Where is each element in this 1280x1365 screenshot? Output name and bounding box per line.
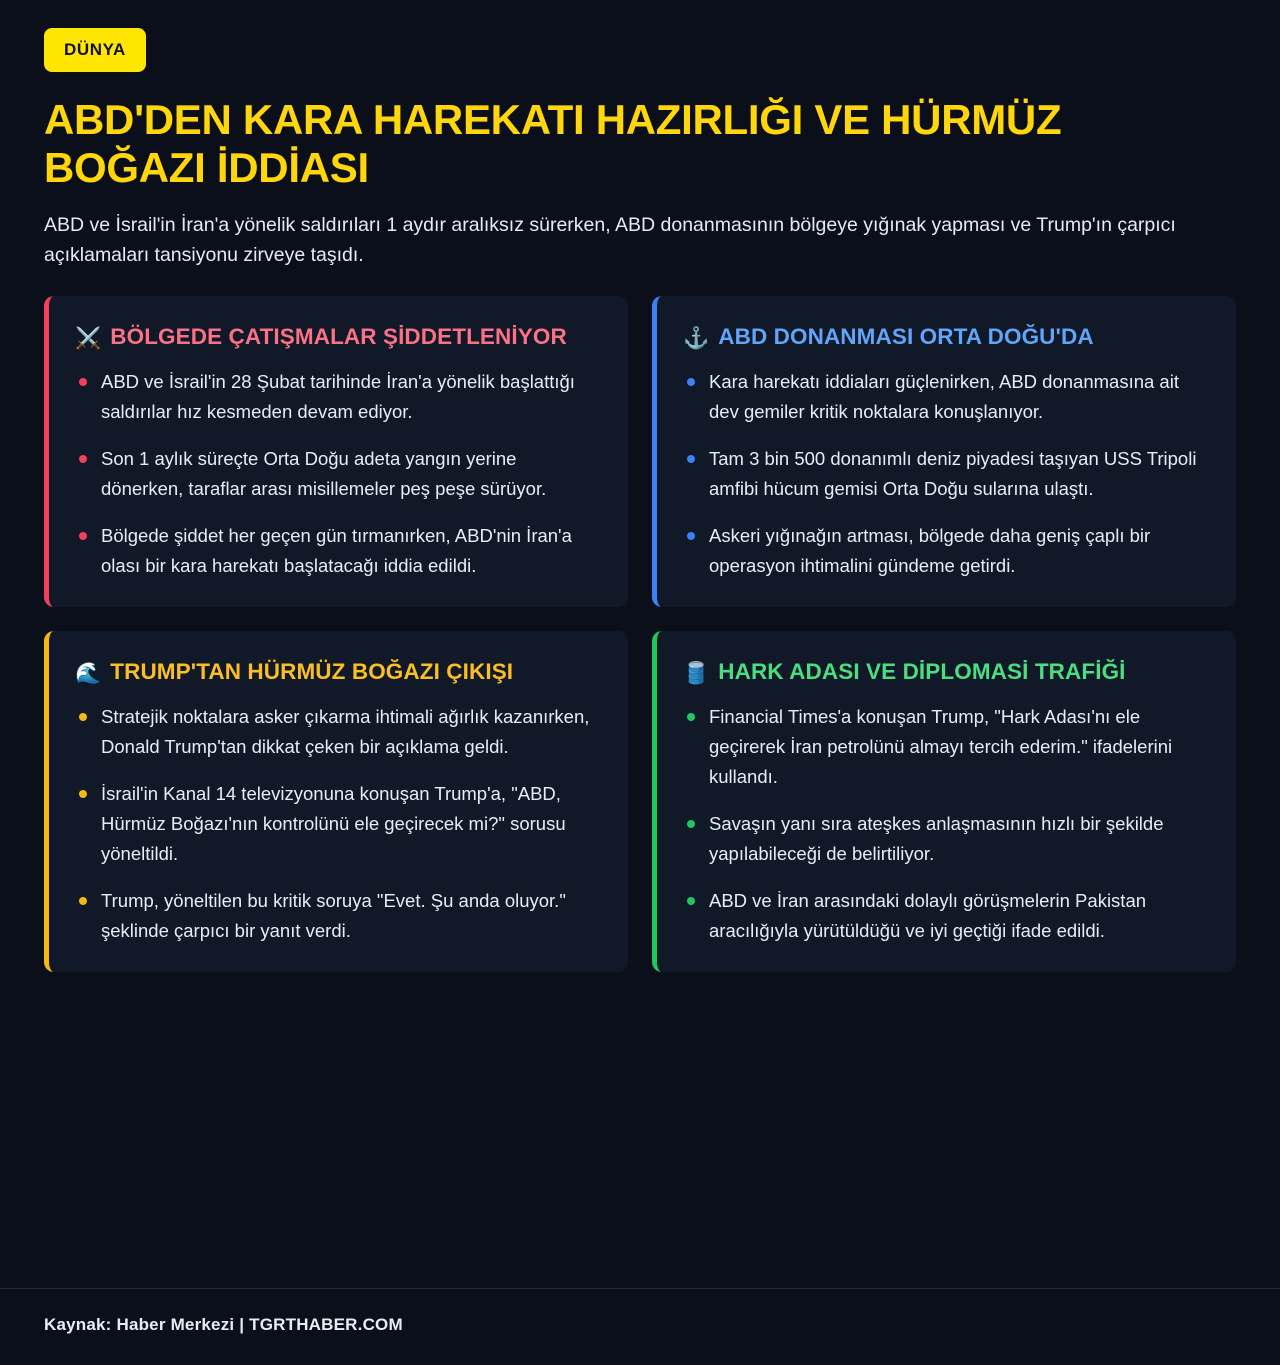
footer [0,1288,1280,1365]
list-item: Askeri yığınağın artması, bölgede daha geniş çaplı bir operasyon ihtimalini gündeme getirdi. [683,521,1208,581]
card-bullet-list [683,367,1208,581]
card-title [683,657,1208,688]
list-item: Financial Times'a konuşan Trump, "Hark Adası'nı ele geçirerek İran petrolünü almayı tercih ederim." ifadelerini kullandı. [683,702,1208,792]
cards-grid [44,296,1236,971]
list-item: Savaşın yanı sıra ateşkes anlaşmasının hızlı bir şekilde yapılabileceği de belirtiliyor. [683,809,1208,869]
card-title [75,657,600,688]
anchor-icon: ⚓ [683,327,710,351]
card-bullet-list [75,367,600,581]
card-bullet-list [75,702,600,946]
list-item: ABD ve İran arasındaki dolaylı görüşmelerin Pakistan aracılığıyla yürütüldüğü ve iyi geçtiği ifade edildi. [683,886,1208,946]
list-item: Son 1 aylık süreçte Orta Doğu adeta yangın yerine dönerken, taraflar arası misillemeler peş peşe sürüyor. [75,444,600,504]
card-title-text: ABD DONANMASI ORTA DOĞU'DA [718,324,1094,350]
crossed-swords-icon: ⚔️ [75,327,102,351]
card-title [75,322,600,353]
list-item: Bölgede şiddet her geçen gün tırmanırken, ABD'nin İran'a olası bir kara harekatı başlatacağı iddia edildi. [75,521,600,581]
list-item: Tam 3 bin 500 donanımlı deniz piyadesi taşıyan USS Tripoli amfibi hücum gemisi Orta Doğu sularına ulaştı. [683,444,1208,504]
category-badge: DÜNYA [44,28,146,72]
oil-drum-icon: 🛢️ [683,661,710,685]
card-abd-donanmasi [652,296,1236,607]
source-text: Kaynak: Haber Merkezi | TGRTHABER.COM [44,1315,403,1334]
summary-paragraph: ABD ve İsrail'in İran'a yönelik saldırıları 1 aydır aralıksız sürerken, ABD donanmasının bölgeye yığınak yapması ve Trump'ın çarpıcı açıklamaları tansiyonu zirveye taşıdı. [44,213,1176,266]
list-item: Kara harekatı iddiaları güçlenirken, ABD donanmasına ait dev gemiler kritik noktalara konuşlanıyor. [683,367,1208,427]
card-title-text: TRUMP'TAN HÜRMÜZ BOĞAZI ÇIKIŞI [110,658,514,684]
card-trump-hurmuz [44,631,628,972]
list-item: Trump, yöneltilen bu kritik soruya "Evet. Şu anda oluyor." şeklinde çarpıcı bir yanıt verdi. [75,886,600,946]
wave-icon: 🌊 [75,661,102,685]
page-title: ABD'DEN KARA HAREKATI HAZIRLIĞI VE HÜRMÜZ BOĞAZI İDDİASI [44,96,1062,191]
list-item: ABD ve İsrail'in 28 Şubat tarihinde İran'a yönelik başlattığı saldırılar hız kesmeden devam ediyor. [75,367,600,427]
list-item: Stratejik noktalara asker çıkarma ihtimali ağırlık kazanırken, Donald Trump'tan dikkat çeken bir açıklama geldi. [75,702,600,762]
card-bolgede-catismalar [44,296,628,607]
card-title-text: BÖLGEDE ÇATIŞMALAR ŞİDDETLENİYOR [110,324,567,350]
card-bullet-list [683,702,1208,946]
card-hark-adasi [652,631,1236,972]
list-item: İsrail'in Kanal 14 televizyonuna konuşan Trump'a, "ABD, Hürmüz Boğazı'nın kontrolünü ele geçirecek mi?" sorusu yöneltildi. [75,779,600,869]
card-title-text: HARK ADASI VE DİPLOMASİ TRAFİĞİ [718,658,1126,684]
card-title [683,322,1208,353]
